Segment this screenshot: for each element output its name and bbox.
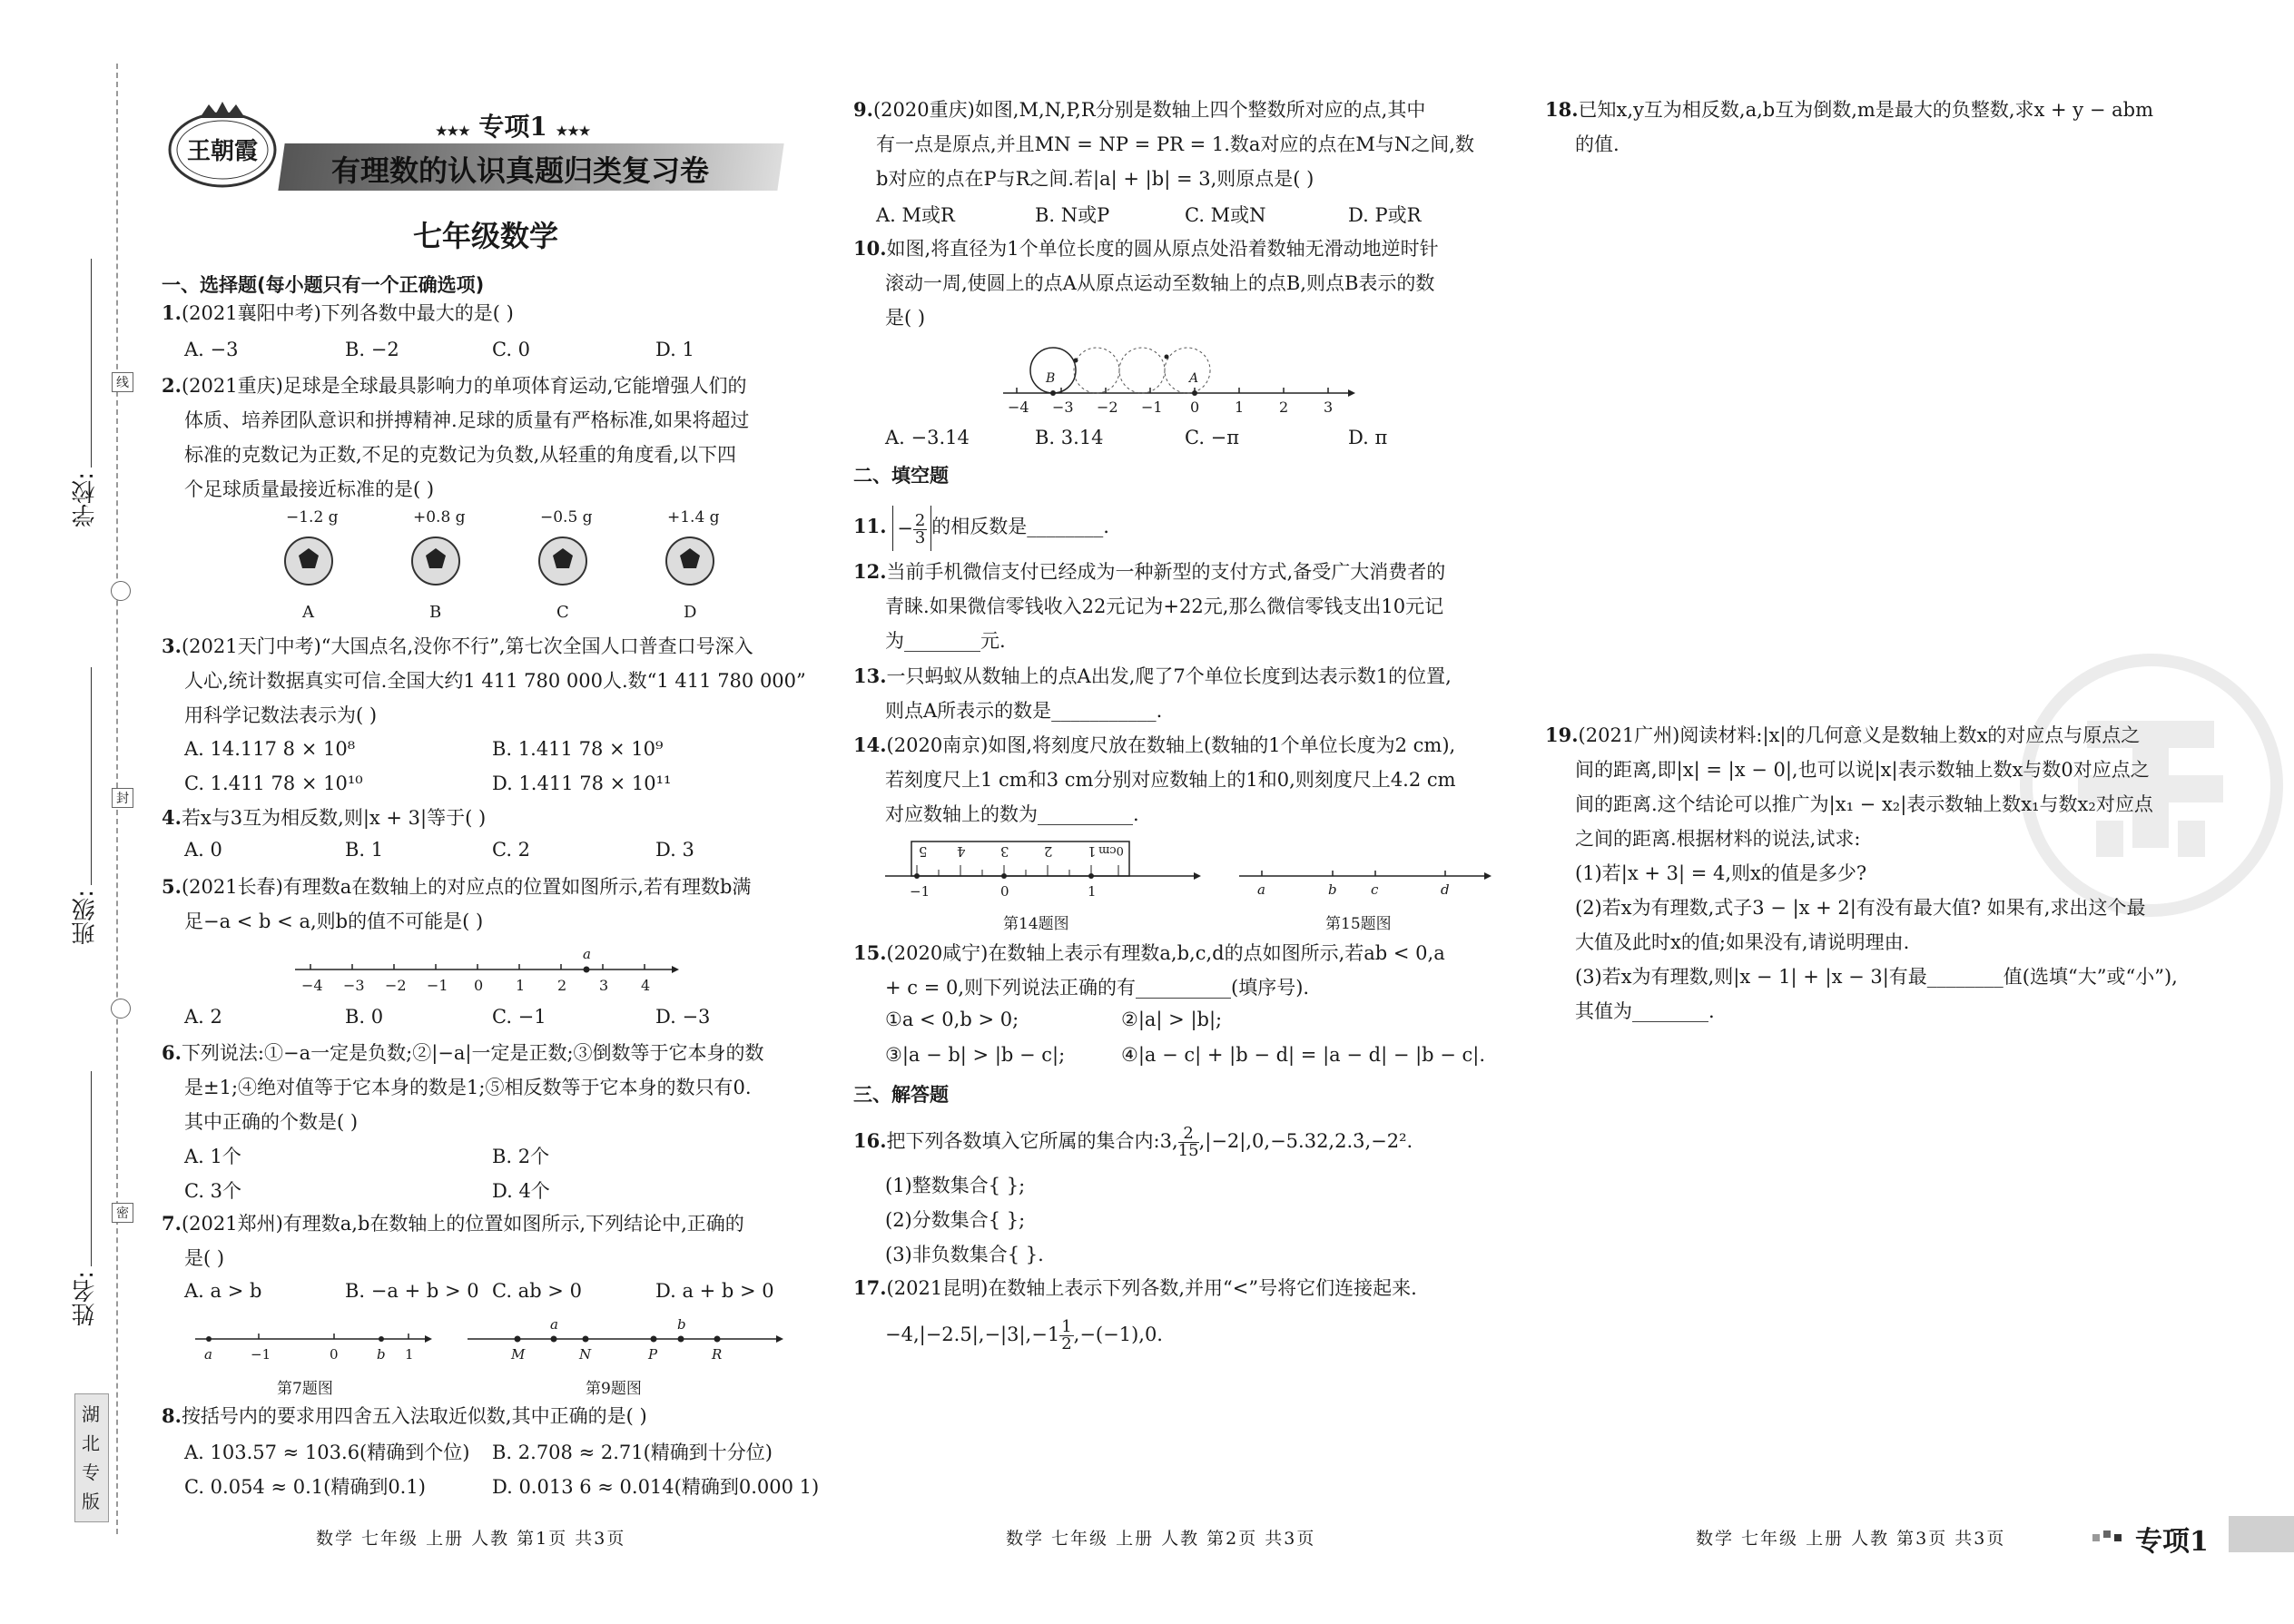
q6-c: C. 3个 [184,1180,242,1202]
q10-d: D. π [1348,427,1388,448]
q18-l1: 18.已知x,y互为相反数,a,b互为倒数,m是最大的负整数,求x + y − abm [1545,98,2153,121]
soccer-ball-icon [285,537,714,585]
q14-l1: 14.(2020南京)如图,将刻度尺放在数轴上(数轴的1个单位长度为2 cm), [853,733,1456,756]
q1-a: A. −3 [184,339,239,360]
q5-tick: 2 [557,977,567,994]
q7-c: C. ab > 0 [492,1280,582,1302]
q15-o2: ②|a| > |b|; [1121,1009,1223,1030]
q2-l4: 个足球质量最接近标准的是( ) [184,478,435,500]
binding-circle-2 [111,999,131,1019]
q8-c: C. 0.054 ≈ 0.1(精确到0.1) [184,1476,426,1498]
q19-l2: 间的距离,即|x| = |x − 0|,也可以说|x|表示数轴上数x与数0对应点之 [1575,759,2150,781]
q5-l2: 足−a < b < a,则b的值不可能是( ) [184,910,484,932]
q4-text: 4.若x与3互为相反数,则|x + 3|等于( ) [162,806,487,829]
q10-point-b: B [1046,371,1056,386]
fig7-label: −1 [251,1346,271,1363]
q5-tick: −3 [343,977,365,994]
q10-tick: 0 [1190,399,1200,416]
q10-rolling-circle-figure [999,340,1362,422]
q19-p3b: 其值为________. [1575,1000,1715,1022]
q2-label-a: A [302,603,314,622]
q4-c: C. 2 [492,839,531,861]
name-blank [91,1071,92,1266]
q1-b: B. −2 [345,339,399,360]
footer-decoration [2092,1527,2129,1545]
q5-a: A. 2 [184,1006,222,1028]
q5-point-a: a [583,946,591,962]
q2-label-d: D [684,603,697,622]
q3-b: B. 1.411 78 × 10⁹ [492,738,664,760]
q12-l3: 为________元. [885,630,1006,652]
q4-b: B. 1 [345,839,384,861]
q7-b: B. −a + b > 0 [345,1280,479,1302]
q6-a: A. 1个 [184,1146,241,1167]
q10-tick: −4 [1008,399,1029,416]
school-label: 学校: [72,472,99,527]
ruler-label: 5 [919,843,928,860]
q9-a: A. M或R [876,204,955,226]
q10-b: B. 3.14 [1035,427,1104,448]
logo-text: 王朝霞 [186,138,258,165]
ruler-label: 4 [957,843,966,860]
q9-l1: 9.(2020重庆)如图,M,N,P,R分别是数轴上四个整数所对应的点,其中 [853,98,1426,121]
q9-b: B. N或P [1035,204,1110,226]
q17-l2: −4,|−2.5|,−|3|,−1 $\frac{1}{2}$ ,−(−1),0. [885,1317,1163,1353]
q5-l1: 5.(2021长春)有理数a在数轴上的对应点的位置如图所示,若有理数b满 [162,875,752,898]
feng-box: 封 [112,788,133,808]
star-icon: ★★★ [436,124,470,139]
fig9-label-a: a [550,1316,558,1333]
q5-number-line [290,944,681,999]
q10-a: A. −3.14 [885,427,970,448]
q16-set-nonnegative: (3)非负数集合{ }. [885,1244,1044,1265]
footer-page-3: 数学 七年级 上册 人教 第3页 共3页 [1696,1529,2006,1549]
fig7-label: 0 [330,1346,339,1363]
q1-text: 1.(2021襄阳中考)下列各数中最大的是( ) [162,301,514,324]
q2-figure [268,508,740,626]
q16-set-fraction: (2)分数集合{ }; [885,1209,1026,1231]
q10-l2: 滚动一周,使圆上的点A从原点运动至数轴上的点B,则点B表示的数 [885,272,1435,294]
q15-o3: ③|a − b| > |b − c|; [885,1044,1066,1066]
q4-a: A. 0 [184,839,222,861]
q10-tick: −1 [1141,399,1163,416]
q10-point-a: A [1189,371,1199,386]
q19-l4: 之间的距离.根据材料的说法,试求: [1575,828,1861,850]
fig15-label-b: b [1328,881,1337,898]
q18-l2: 的值. [1575,133,1620,155]
fig15-label-c: c [1371,881,1379,898]
name-label: 姓名: [72,1271,99,1326]
fig9-label-n: N [579,1346,592,1363]
q6-b: B. 2个 [492,1146,550,1167]
q8-a: A. 103.57 ≈ 103.6(精确到个位) [184,1442,470,1463]
footer-tag: 专项1 [2135,1526,2209,1558]
q9-l2: 有一点是原点,并且MN = NP = PR = 1.数a对应的点在M与N之间,数 [876,133,1474,155]
q13-l1: 13.一只蚂蚁从数轴上的点A出发,爬了7个单位长度到达表示数1的位置, [853,664,1452,687]
footer-page-2: 数学 七年级 上册 人教 第2页 共3页 [1006,1529,1316,1549]
q4-d: D. 3 [655,839,694,861]
q15-l2: + c = 0,则下列说法正确的有__________(填序号). [885,977,1310,999]
section-answer: 三、解答题 [853,1084,949,1106]
seal-pattern-icon [2033,666,2270,904]
q19-p2b: 大值及此时x的值;如果没有,请说明理由. [1575,931,1910,953]
q2-label-b: B [429,603,442,622]
watermark-seal [2020,654,2283,917]
q19-l3: 间的距离.这个结论可以推广为|x₁ − x₂|表示数轴上数x₁与数x₂对应点 [1575,793,2153,815]
q7-d: D. a + b > 0 [655,1280,774,1302]
q10-tick: −3 [1052,399,1074,416]
q9-l3: b对应的点在P与R之间.若|a| + |b| = 3,则原点是( ) [876,168,1314,190]
fig9-caption: 第9题图 [586,1380,642,1398]
q6-l3: 其中正确的个数是( ) [184,1111,359,1133]
q3-l2: 人心,统计数据真实可信.全国大约1 411 780 000人.数“1 411 780 000” [184,670,806,692]
q3-a: A. 14.117 8 × 10⁸ [184,738,356,760]
q10-tick: −2 [1097,399,1118,416]
q5-tick: −2 [385,977,407,994]
q14-l3: 对应数轴上的数为__________. [885,803,1139,825]
q9-d: D. P或R [1348,204,1422,226]
q3-l1: 3.(2021天门中考)“大国点名,没你不行”,第七次全国人口普查口号深入 [162,635,753,657]
q2-weight-b: +0.8 g [413,508,466,527]
q6-l2: 是±1;④绝对值等于它本身的数是1;⑤相反数等于它本身的数只有0. [184,1077,752,1098]
q19-p1: (1)若|x + 3| = 4,则x的值是多少? [1575,862,1867,884]
q9-c: C. M或N [1185,204,1266,226]
q19-p2a: (2)若x为有理数,式子3 − |x + 2|有没有最大值? 如果有,求出这个最 [1575,897,2146,919]
q7-a: A. a > b [184,1280,262,1302]
q10-tick: 3 [1324,399,1334,416]
ruler-label: 3 [1000,843,1009,860]
fig7-number-line [191,1321,436,1375]
q7-l1: 7.(2021郑州)有理数a,b在数轴上的位置如图所示,下列结论中,正确的 [162,1212,744,1235]
q8-d: D. 0.013 6 ≈ 0.014(精确到0.000 1) [492,1476,820,1498]
q19-l1: 19.(2021广州)阅读材料:|x|的几何意义是数轴上数x的对应点与原点之 [1545,723,2141,746]
q3-d: D. 1.411 78 × 10¹¹ [492,773,672,794]
fig14-axis-label: 0 [1000,883,1009,900]
special-label: ★★★ 专项1 ★★★ [436,112,591,142]
fig7-caption: 第7题图 [277,1380,333,1398]
q15-o4: ④|a − c| + |b − d| = |a − d| − |b − c|. [1121,1044,1486,1066]
q16-line: 16.把下列各数填入它所属的集合内:3, $\frac{2}{15}$ ,|−2|,0,−5.32,2.3̇,−2². [853,1124,1413,1160]
main-title: 有理数的认识真题归类复习卷 [331,153,710,188]
q7-l2: 是( ) [184,1247,225,1269]
xian-box: 线 [112,372,133,392]
footer-tag-bar [2229,1516,2294,1552]
q3-l3: 用科学记数法表示为( ) [184,704,378,726]
fig9-label-p: P [648,1346,658,1363]
fig9-label-m: M [511,1346,526,1363]
q10-c: C. −π [1185,427,1240,448]
fig14-axis-label: −1 [910,883,930,900]
q12-l1: 12.当前手机微信支付已经成为一种新型的支付方式,备受广大消费者的 [853,560,1446,583]
fig7-label: 1 [405,1346,414,1363]
region-label: 湖北专版 [82,1403,100,1512]
q19-p3a: (3)若x为有理数,则|x − 1| + |x − 3|有最________值(选填“大”或“小”), [1575,966,2178,988]
ruler-label: 2 [1044,843,1053,860]
q14-l2: 若刻度尺上1 cm和3 cm分别对应数轴上的1和0,则刻度尺上4.2 cm [885,769,1456,791]
subtitle: 七年级数学 [413,219,559,253]
mi-box: 密 [112,1203,133,1223]
q5-tick: −1 [427,977,448,994]
logo [163,100,281,191]
q2-l1: 2.(2021重庆)足球是全球最具影响力的单项体育运动,它能增强人们的 [162,374,747,397]
fig9-label-b: b [677,1316,686,1333]
q6-d: D. 4个 [492,1180,550,1202]
q3-c: C. 1.411 78 × 10¹⁰ [184,773,363,794]
q17-l1: 17.(2021昆明)在数轴上表示下列各数,并用“<”号将它们连接起来. [853,1276,1417,1299]
q16-set-integer: (1)整数集合{ }; [885,1175,1026,1196]
binding-circle-1 [111,581,131,601]
q2-weight-c: −0.5 g [540,508,593,527]
fig7-label: b [377,1346,386,1363]
fig7-label: a [204,1346,212,1363]
q2-weight-a: −1.2 g [286,508,339,527]
q2-label-c: C [556,603,569,622]
q10-tick: 1 [1235,399,1245,416]
fig15-label-d: d [1441,881,1450,898]
q8-text: 8.按括号内的要求用四舍五入法取近似数,其中正确的是( ) [162,1404,647,1427]
fig14-axis-label: 1 [1088,883,1097,900]
q5-tick: 3 [599,977,609,994]
q2-weight-d: +1.4 g [667,508,720,527]
q5-b: B. 0 [345,1006,384,1028]
q1-d: D. 1 [655,339,694,360]
fig15-number-line [1235,858,1498,912]
q11-text: 11. − $\frac{2}{3}$ 的相反数是________. [853,504,1109,551]
q2-l2: 体质、培养团队意识和拼搏精神.足球的质量有严格标准,如果将超过 [184,409,750,431]
q2-l3: 标准的克数记为正数,不足的克数记为负数,从轻重的角度看,以下四 [184,444,737,466]
class-blank [91,667,92,885]
ruler-label: 1 [1088,843,1097,860]
fig14-caption: 第14题图 [1003,915,1069,933]
fig15-label-a: a [1257,881,1265,898]
q10-l3: 是( ) [885,307,926,329]
q15-l1: 15.(2020咸宁)在数轴上表示有理数a,b,c,d的点如图所示,若ab < 0,a [853,941,1445,964]
q5-tick: −4 [301,977,323,994]
fig9-number-line [463,1303,790,1375]
footer-page-1: 数学 七年级 上册 人教 第1页 共3页 [316,1529,626,1549]
q13-l2: 则点A所表示的数是___________. [885,700,1163,722]
section-fill: 二、填空题 [853,465,949,487]
ruler-label: 0cm [1098,843,1124,857]
fig9-label-r: R [712,1346,723,1363]
q5-tick: 0 [474,977,484,994]
section-choice: 一、选择题(每小题只有一个正确选项) [162,274,485,296]
q5-d: D. −3 [655,1006,711,1028]
fig14-ruler [881,840,1207,912]
q8-b: B. 2.708 ≈ 2.71(精确到十分位) [492,1442,773,1463]
q10-l1: 10.如图,将直径为1个单位长度的圆从原点处沿着数轴无滑动地逆时针 [853,237,1439,260]
star-icon: ★★★ [556,124,591,139]
q15-o1: ①a < 0,b > 0; [885,1009,1019,1030]
class-label: 班级: [72,890,99,945]
q5-c: C. −1 [492,1006,546,1028]
q1-c: C. 0 [492,339,531,360]
q6-l1: 6.下列说法:①−a一定是负数;②|−a|一定是正数;③倒数等于它本身的数 [162,1041,764,1064]
q5-tick: 4 [641,977,651,994]
q10-tick: 2 [1279,399,1289,416]
q12-l2: 青睐.如果微信零钱收入22元记为+22元,那么微信零钱支出10元记 [885,595,1444,617]
school-blank [91,259,92,468]
q5-tick: 1 [516,977,526,994]
fig15-caption: 第15题图 [1325,915,1392,933]
